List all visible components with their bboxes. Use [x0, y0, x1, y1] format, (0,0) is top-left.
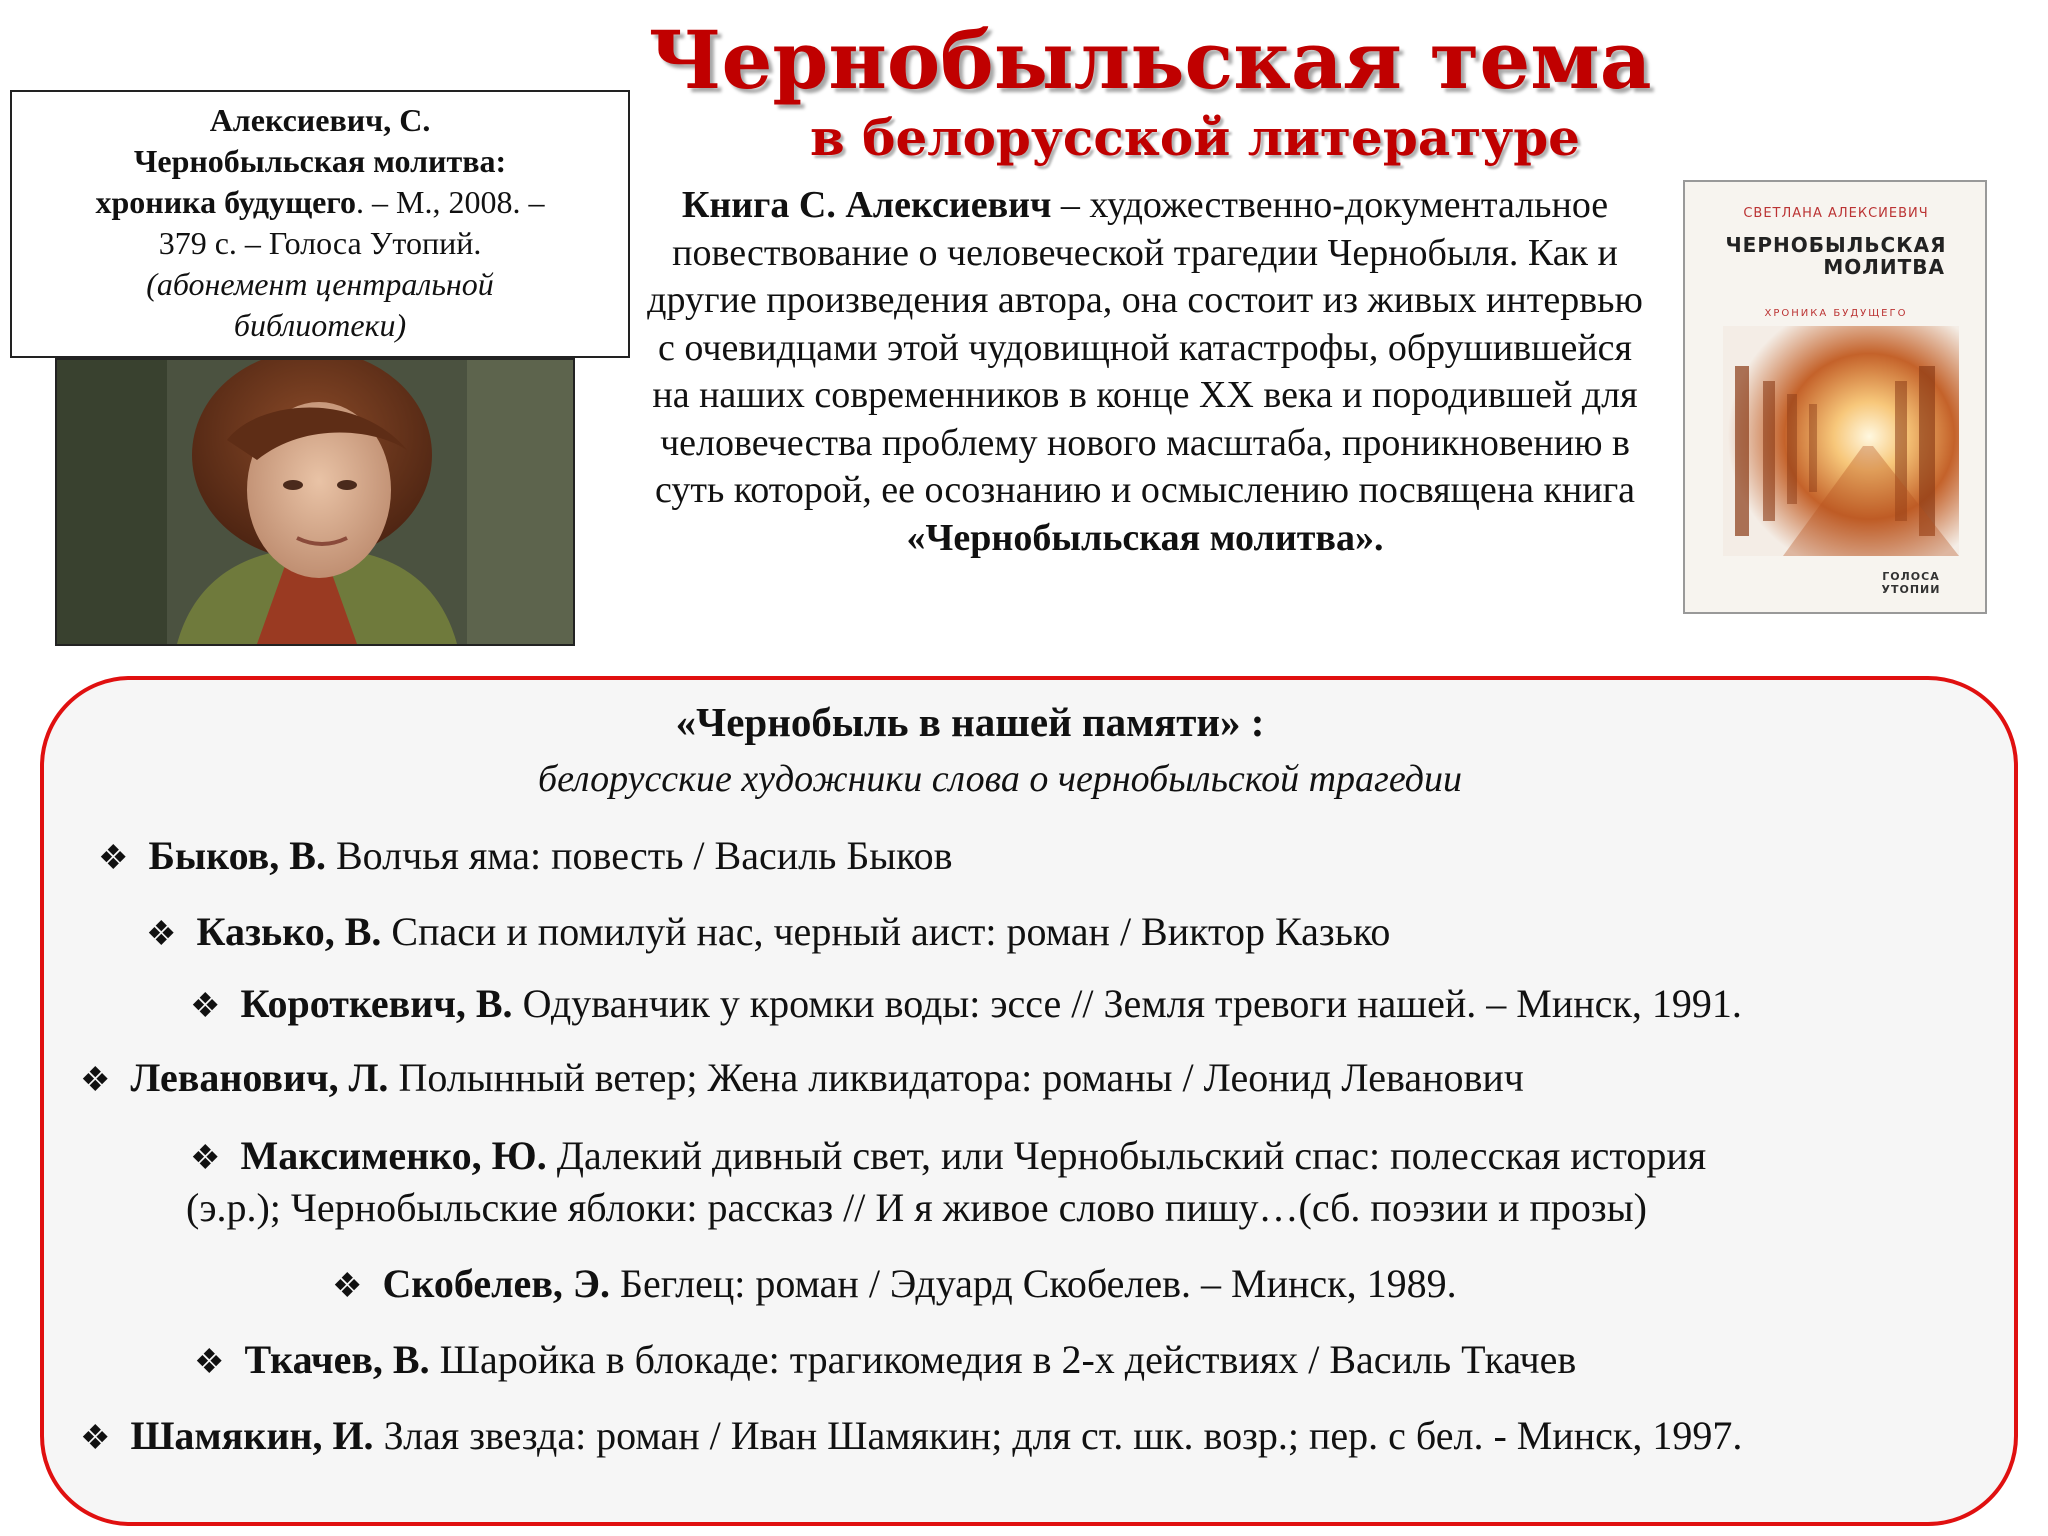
item-text: Злая звезда: роман / Иван Шамякин; для ст. шк. возр.; пер. с бел. - Минск, 1997.	[373, 1413, 1743, 1458]
cover-publisher-line-1: ГОЛОСА	[1882, 570, 1940, 583]
cover-title-line-2: МОЛИТВА	[1823, 255, 1945, 279]
bibliography-box	[10, 90, 630, 358]
bib-subtitle: хроника будущего	[95, 184, 357, 220]
list-item	[190, 1130, 1706, 1185]
bib-title-imprint-line	[12, 182, 628, 223]
item-text: Беглец: роман / Эдуард Скобелев. – Минск, 1989.	[610, 1261, 1457, 1306]
item-text: Одуванчик у кромки воды: эссе // Земля тревоги нашей. – Минск, 1991.	[512, 981, 1742, 1026]
item-author: Максименко, Ю.	[240, 1133, 547, 1178]
list-item	[146, 906, 1390, 961]
diamond-bullet-icon: ❖	[332, 1268, 363, 1305]
list-item	[194, 1334, 1576, 1389]
diamond-bullet-icon: ❖	[194, 1344, 225, 1381]
list-item	[80, 1410, 1742, 1465]
cover-title	[1713, 234, 1959, 278]
item-author: Шамякин, И.	[130, 1413, 374, 1458]
bib-imprint-line: 379 с. – Голоса Утопий.	[158, 225, 482, 261]
item-author: Леванович, Л.	[130, 1055, 389, 1100]
diamond-bullet-icon: ❖	[190, 1140, 221, 1177]
cover-corridor-image	[1723, 326, 1959, 556]
list-item	[190, 978, 1742, 1033]
diamond-bullet-icon: ❖	[80, 1062, 111, 1099]
panel-title: «Чернобыль в нашей памяти» :	[675, 699, 1265, 745]
item-author: Ткачев, В.	[244, 1337, 430, 1382]
description-body: – художественно-документальное повествование о человеческой трагедии Чернобыля. Как и другие произведения автора, она состоит из живых интервью с очевидцами этой чудовищной катастрофы, обрушившейся на наших современников в конце XX века и породившей для человечества проблему нового масштаба, проникновению в суть которой, ее осознанию и осмыслению посвящена книга	[647, 184, 1643, 511]
item-text: Далекий дивный свет, или Чернобыльский спас: полесская история	[546, 1133, 1707, 1178]
page-title: Чернобыльская тема	[648, 13, 1652, 107]
diamond-bullet-icon: ❖	[146, 916, 177, 953]
cover-publisher-line-2: УТОПИИ	[1881, 583, 1941, 596]
item-author: Короткевич, В.	[240, 981, 513, 1026]
item-text: Спаси и помилуй нас, черный аист: роман / Виктор Казько	[381, 909, 1391, 954]
item-text: Волчья яма: повесть / Василь Быков	[325, 833, 953, 878]
description-lead: Книга С. Алексиевич	[681, 184, 1052, 226]
description-book-name: «Чернобыльская молитва».	[906, 516, 1384, 559]
cover-subtitle: ХРОНИКА БУДУЩЕГО	[1764, 308, 1908, 319]
bib-author: Алексиевич, С.	[209, 102, 431, 138]
cover-publisher	[1863, 570, 1959, 596]
list-item-continuation: (э.р.); Чернобыльские яблоки: рассказ // И я живое слово пишу…(сб. поэзии и прозы)	[186, 1185, 1647, 1230]
bib-title-line: Чернобыльская молитва:	[133, 143, 507, 179]
diamond-bullet-icon: ❖	[190, 988, 221, 1025]
author-portrait	[55, 358, 575, 646]
item-text: Полынный ветер; Жена ликвидатора: романы / Леонид Леванович	[388, 1055, 1524, 1100]
cover-author: СВЕТЛАНА АЛЕКСИЕВИЧ	[1743, 206, 1929, 221]
bib-imprint: . – М., 2008. –	[356, 184, 545, 220]
portrait-drawing	[57, 360, 573, 644]
panel-subtitle: белорусские художники слова о чернобыльской трагедии	[538, 758, 1462, 800]
page-subtitle: в белорусской литературе	[810, 108, 1580, 167]
item-text: Шаройка в блокаде: трагикомедия в 2-х действиях / Василь Ткачев	[429, 1337, 1577, 1382]
item-author: Казько, В.	[196, 909, 382, 954]
bib-location-line-2: библиотеки)	[233, 307, 407, 343]
list-item	[332, 1258, 1457, 1313]
book-description	[640, 182, 1650, 562]
book-cover	[1683, 180, 1987, 614]
diamond-bullet-icon: ❖	[98, 840, 129, 877]
item-author: Скобелев, Э.	[382, 1261, 611, 1306]
diamond-bullet-icon: ❖	[80, 1420, 111, 1457]
list-item	[80, 1052, 1524, 1107]
list-item	[98, 830, 952, 885]
cover-title-line-1: ЧЕРНОБЫЛЬСКАЯ	[1725, 233, 1947, 257]
item-author: Быков, В.	[148, 833, 326, 878]
bib-location-line-1: (абонемент центральной	[146, 266, 494, 302]
